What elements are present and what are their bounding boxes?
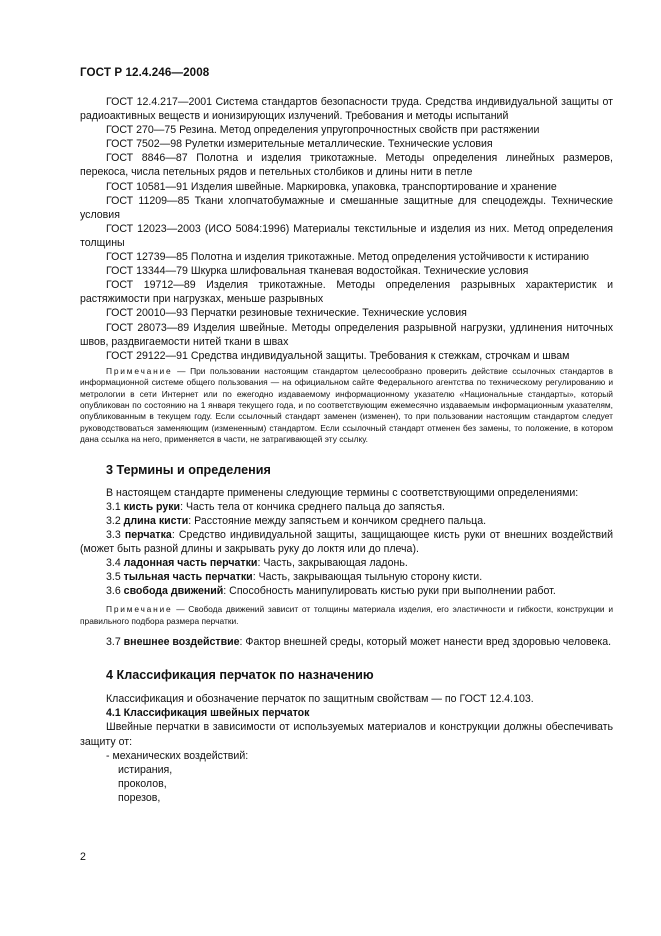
term-definition: : Фактор внешней среды, который может нанести вред здоровью человека.: [239, 636, 612, 649]
term-definition: : Часть тела от кончика среднего пальца до запястья.: [180, 500, 445, 513]
term-number: 3.6: [106, 585, 124, 598]
term-item: [80, 528, 613, 556]
reference-item: ГОСТ 8846—87 Полотна и изделия трикотажные. Методы определения линейных размеров, перекоса, числа петельных рядов и петельных столбиков и длины нити в петле: [80, 152, 613, 179]
section-3-title: 3 Термины и определения: [106, 462, 271, 477]
term-name: длина кисти: [123, 514, 189, 527]
list-item: порезов,: [118, 791, 161, 804]
reference-item: ГОСТ 12739—85 Полотна и изделия трикотажные. Метод определения устойчивости к истиранию: [106, 251, 589, 264]
term-name: внешнее воздействие: [123, 636, 240, 649]
reference-item: ГОСТ 270—75 Резина. Метод определения упругопрочностных свойств при растяжении: [106, 124, 540, 137]
note-text: — При пользовании настоящим стандартом целесообразно проверить действие ссылочных стандартов в информационной системе общего пользования — на официальном сайте Федерального агентства по техническому регулированию и метрологии в сети Интернет или по ежегодно издаваемому информационному указателю «Национальные стандарты», который опубликован по состоянию на 1 января текущего года, и по соответствующим ежемесячно издаваемым информационным указателям, опубликованным в текущем году. Если ссылочный стандарт заменен (изменен), то при пользовании настоящим стандартом следует руководствоваться заменяющим (измененным) стандартом. Если ссылочный стандарт отменен без замены, то положение, в котором дана ссылка на него, применяется в части, не затрагивающей эту ссылку.: [80, 365, 613, 445]
term-number: 3.7: [106, 636, 124, 649]
references-note: [80, 366, 613, 446]
term-name: тыльная часть перчатки: [123, 571, 253, 584]
term-number: 3.1: [106, 500, 124, 513]
term-name: перчатка: [124, 528, 172, 541]
document-header: ГОСТ Р 12.4.246—2008: [80, 66, 210, 79]
reference-item: ГОСТ 12023—2003 (ИСО 5084:1996) Материалы текстильные и изделия из них. Метод определения толщины: [80, 222, 613, 249]
term-definition: : Часть, закрывающая ладонь.: [257, 557, 408, 570]
term-3-7: [80, 635, 613, 649]
term-name: свобода движений: [123, 585, 224, 598]
reference-item: ГОСТ 13344—79 Шкурка шлифовальная тканевая водостойкая. Технические условия: [106, 265, 529, 278]
note-label: Примечание: [106, 365, 173, 376]
term-item: [80, 500, 613, 514]
term-number: 3.5: [106, 571, 124, 584]
term-item: [80, 556, 613, 570]
term-definition: : Расстояние между запястьем и кончиком среднего пальца.: [188, 514, 487, 527]
page-number: 2: [80, 851, 86, 863]
note-text: — Свобода движений зависит от толщины материала изделия, его эластичности и гибкости, конструкции и правильного подбора размера перчатки.: [80, 604, 613, 626]
subsection-4-1-text: Швейные перчатки в зависимости от используемых материалов и конструкции должны обеспечивать защиту от:: [80, 721, 613, 748]
term-definition: : Способность манипулировать кистью руки при выполнении работ.: [223, 585, 556, 598]
term-name: ладонная часть перчатки: [123, 557, 258, 570]
section-3-intro: В настоящем стандарте применены следующие термины с соответствующими определениями:: [106, 486, 579, 499]
list-item: истирания,: [118, 763, 173, 776]
section-4-title: 4 Классификация перчаток по назначению: [106, 668, 374, 683]
reference-item: ГОСТ 29122—91 Средства индивидуальной защиты. Требования к стежкам, строчкам и швам: [106, 349, 570, 362]
reference-item: ГОСТ 7502—98 Рулетки измерительные металлические. Технические условия: [106, 138, 493, 151]
note-label: Примечание: [106, 604, 173, 615]
term-name: кисть руки: [123, 500, 181, 513]
reference-item: ГОСТ 11209—85 Ткани хлопчатобумажные и смешанные защитные для спецодежды. Технические условия: [80, 194, 613, 221]
subsection-4-1-title: 4.1 Классификация швейных перчаток: [106, 707, 310, 720]
reference-item: ГОСТ 10581—91 Изделия швейные. Маркировка, упаковка, транспортирование и хранение: [106, 180, 557, 193]
term-definition: : Часть, закрывающая тыльную сторону кисти.: [252, 571, 483, 584]
page-content: [80, 95, 613, 805]
reference-item: ГОСТ 12.4.217—2001 Система стандартов безопасности труда. Средства индивидуальной защиты от радиоактивных веществ и ионизирующих излучений. Требования и методы испытаний: [80, 96, 613, 123]
term-item: [80, 514, 613, 528]
term-item: [80, 570, 613, 584]
list-heading: - механических воздействий:: [106, 749, 249, 762]
reference-item: ГОСТ 28073—89 Изделия швейные. Методы определения разрывной нагрузки, удлинения ниточных швов, раздвигаемости нитей ткани в швах: [80, 321, 613, 348]
term-number: 3.3: [106, 528, 125, 541]
reference-item: ГОСТ 20010—93 Перчатки резиновые технические. Технические условия: [106, 307, 467, 320]
term-number: 3.4: [106, 557, 124, 570]
section-4-intro: Классификация и обозначение перчаток по защитным свойствам — по ГОСТ 12.4.103.: [106, 693, 534, 706]
term-item: [80, 584, 613, 598]
term-definition: : Средство индивидуальной защиты, защищающее кисть руки от внешних воздействий (может быть разной длины и закрывать руку до локтя или до плеча).: [80, 528, 614, 555]
references-list: [80, 95, 613, 363]
list-item: проколов,: [118, 777, 167, 790]
term-note: [80, 604, 613, 627]
reference-item: ГОСТ 19712—89 Изделия трикотажные. Методы определения разрывных характеристик и растяжимости при нагрузках, меньше разрывных: [80, 279, 613, 306]
protection-list: [80, 763, 613, 805]
term-number: 3.2: [106, 514, 124, 527]
terms-list: [80, 500, 613, 599]
